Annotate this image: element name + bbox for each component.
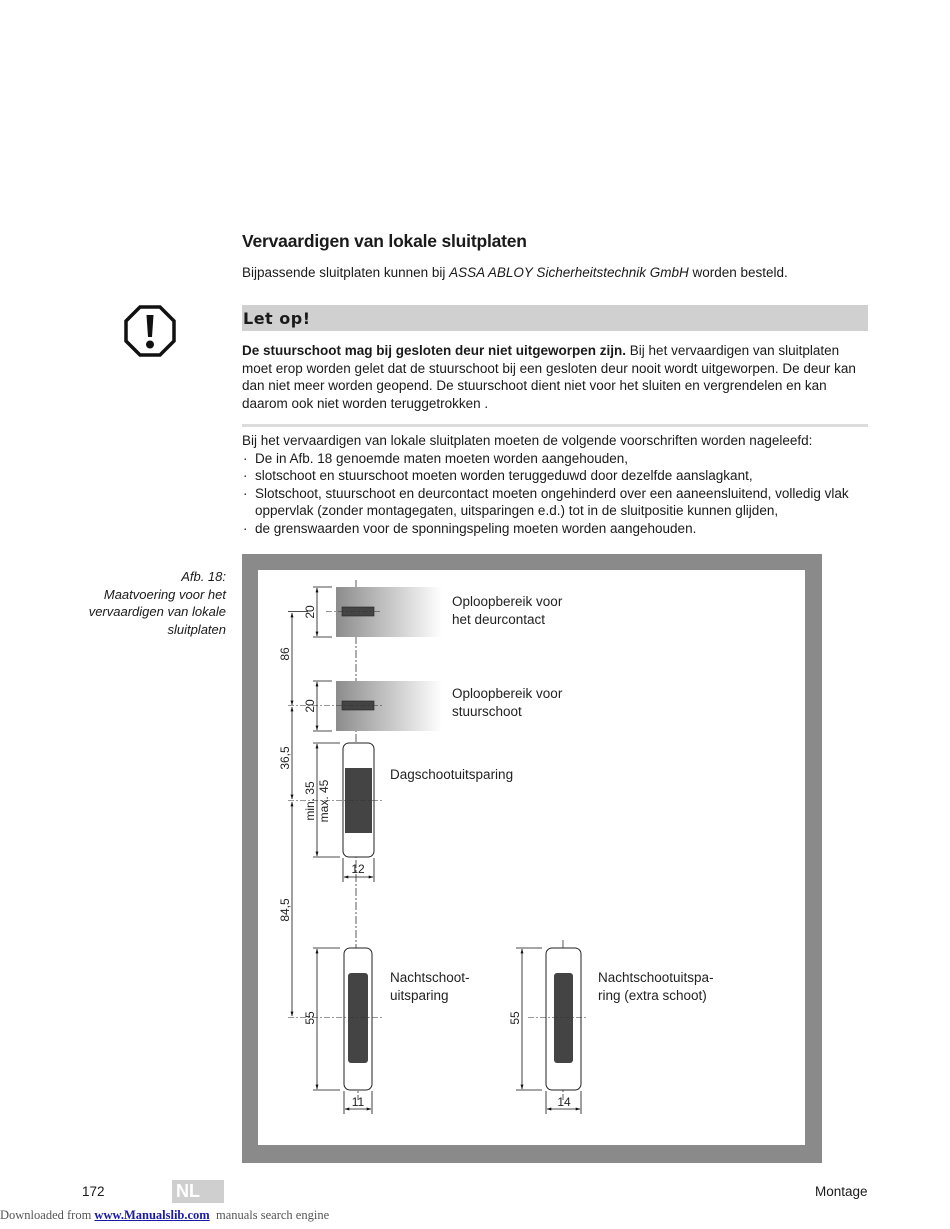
- dim-84-5: 84,5: [278, 898, 292, 922]
- list-item: · de grenswaarden voor de sponningspeling moeten worden aangehouden.: [242, 520, 868, 538]
- label-deurcontact-2: het deurcontact: [452, 612, 546, 627]
- label-stuurschoot-2: stuurschoot: [452, 704, 522, 719]
- dim-extra-height: 55: [508, 1011, 522, 1025]
- dim-extra-width: 14: [557, 1095, 571, 1109]
- nachtschoot-recess: [348, 973, 368, 1063]
- warning-body: [242, 342, 868, 412]
- dim-stuurschoot-height: 20: [303, 699, 317, 713]
- warning-exclamation-octagon-icon: [124, 305, 176, 357]
- footer-suffix: manuals search engine: [209, 1208, 330, 1222]
- label-extra-1: Nachtschootuitspa-: [598, 970, 714, 985]
- list-item: · Slotschoot, stuurschoot en deurcontact moeten ongehinderd over een aaneensluitend, volledig vlak oppervlak (zonder montagegaten, uitsparingen e.d.) tot in de sluitpositie kunnen glijden,: [242, 485, 868, 520]
- list-item: · slotschoot en stuurschoot moeten worden teruggeduwd door dezelfde aanslagkant,: [242, 467, 868, 485]
- figure-number: Afb. 18:: [181, 569, 226, 584]
- label-stuurschoot-1: Oploopbereik voor: [452, 686, 563, 701]
- warning-header-bar: [242, 305, 868, 331]
- label-nachtschoot-2: uitsparing: [390, 988, 449, 1003]
- label-nachtschoot-1: Nachtschoot-: [390, 970, 470, 985]
- rules-block: [242, 432, 868, 538]
- dim-36-5: 36,5: [278, 746, 292, 770]
- manualslib-link[interactable]: www.Manualslib.com: [94, 1208, 210, 1222]
- divider: [242, 424, 868, 427]
- intro-paragraph: [242, 265, 788, 280]
- dim-86: 86: [278, 647, 292, 661]
- label-extra-2: ring (extra schoot): [598, 988, 707, 1003]
- label-dagschoot: Dagschootuitsparing: [390, 767, 514, 782]
- warning-title: Let op!: [243, 309, 311, 328]
- figure-caption: [80, 568, 226, 638]
- figure-caption-text: Maatvoering voor het vervaardigen van lokale sluitplaten: [88, 586, 226, 637]
- dim-nachtschoot-height: 55: [303, 1011, 317, 1025]
- figure-frame: [242, 554, 822, 1163]
- download-footer: [0, 1208, 329, 1223]
- rules-list: [242, 450, 868, 538]
- extra-schoot-recess: [554, 973, 573, 1063]
- warning-text: Bij het vervaardigen van sluitplaten moet erop worden gelet dat de stuurschoot bij een gesloten deur nooit wordt uitgeworpen. De deur kan dan niet meer worden geopend. De stuurschoot dient niet voor het sluiten en vergrendelen en kan daarom ook niet worden teruggetrokken .: [242, 343, 856, 411]
- intro-text: Bijpassende sluitplaten kunnen bij: [242, 265, 450, 280]
- footer-prefix: Downloaded from: [0, 1208, 95, 1222]
- label-deurcontact-1: Oploopbereik voor: [452, 594, 563, 609]
- page-number: 172: [82, 1184, 105, 1199]
- dim-nachtschoot-width: 11: [351, 1095, 365, 1109]
- figure-canvas: [258, 570, 805, 1145]
- dim-deurcontact-height: 20: [303, 605, 317, 619]
- manufacturer-name: ASSA ABLOY Sicherheitstechnik GmbH: [449, 265, 689, 280]
- dimension-drawing: [258, 570, 805, 1145]
- section-title: Vervaardigen van lokale sluitplaten: [242, 231, 527, 251]
- rules-intro: Bij het vervaardigen van lokale sluitplaten moeten de volgende voorschriften worden nageleefd:: [242, 433, 813, 448]
- intro-text-end: worden besteld.: [688, 265, 788, 280]
- list-item: · De in Afb. 18 genoemde maten moeten worden aangehouden,: [242, 450, 868, 468]
- section-name: Montage: [815, 1184, 868, 1199]
- language-badge: NL: [172, 1180, 224, 1203]
- dim-dagschoot-min: min. 35: [303, 781, 317, 821]
- warning-bold-lead: De stuurschoot mag bij gesloten deur niet uitgeworpen zijn.: [242, 343, 627, 358]
- dim-dagschoot-max: max. 45: [317, 779, 331, 823]
- dim-dagschoot-width: 12: [351, 862, 365, 876]
